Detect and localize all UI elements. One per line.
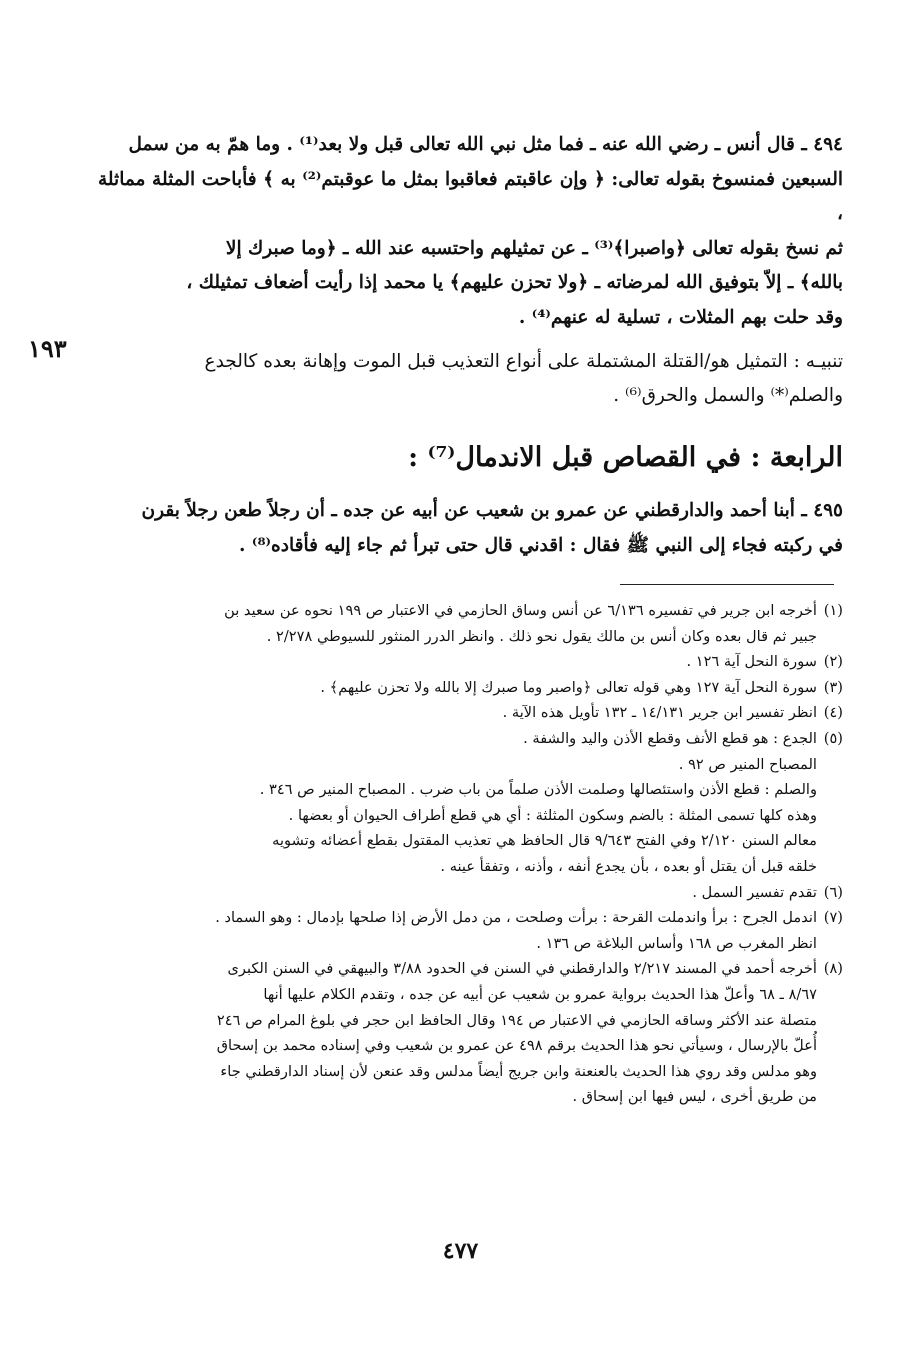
hadith-495-block [98, 494, 843, 563]
footnote-line: وهو مدلس وقد روي هذا الحديث بالعنعنة وابن جريج أيضاً مدلس وقد عنعن لأن إسناد الدارقطني جاء [220, 1062, 817, 1080]
hadith-494-line: السبعين فمنسوخ بقوله تعالى: ﴿ وإن عاقبتم فعاقبوا بمثل ما عوقبتم⁽²⁾ به ﴾ فأباحت المثلة مماثلة ، [98, 168, 843, 224]
footnote-separator [620, 584, 834, 585]
footnote-3 [98, 675, 843, 701]
footnote-1 [98, 598, 843, 649]
section-heading: الرابعة : في القصاص قبل الاندمال⁽⁷⁾ : [408, 442, 843, 473]
footnote-4 [98, 700, 843, 726]
footnote-line: أخرجه ابن جرير في تفسيره ٦/١٣٦ عن أنس وساق الحازمي في الاعتبار ص ١٩٩ نحوه عن سعيد بن [224, 602, 817, 619]
footnote-line: سورة النحل آية ١٢٧ وهي قوله تعالى ﴿واصبر وما صبرك إلا بالله ولا تحزن عليهم﴾ . [320, 678, 817, 696]
footnote-line: تقدم تفسير السمل . [692, 883, 817, 901]
footnote-line: اندمل الجرح : برأ واندملت القرحة : برأت وصلحت ، من دمل الأرض إذا صلحها بإدمال : وهو السماد . [215, 909, 817, 927]
footnote-number: (٤) [823, 704, 843, 722]
margin-page-reference: ١٩٣ [28, 334, 67, 363]
footnote-line: انظر المغرب ص ١٦٨ وأساس البلاغة ص ١٣٦ . [536, 934, 817, 952]
footnote-line: الجدع : هو قطع الأنف وقطع الأذن واليد والشفة . [523, 729, 817, 747]
hadith-494-line: ثم نسخ بقوله تعالى ﴿واصبرا﴾⁽³⁾ ـ عن تمثيلهم واحتسبه عند الله ـ ﴿وما صبرك إلا [225, 237, 843, 259]
page-number: ٤٧٧ [442, 1238, 479, 1264]
hadith-494-line: ٤٩٤ ـ قال أنس ـ رضي الله عنه ـ فما مثل نبي الله تعالى قبل ولا بعد⁽¹⁾ . وما همّ به من سمل [128, 134, 843, 155]
hadith-495-line: ٤٩٥ ـ أبنا أحمد والدارقطني عن عمرو بن شعيب عن أبيه عن جده ـ أن رجلاً طعن رجلاً بقرن [141, 500, 843, 521]
footnote-number: (٨) [823, 960, 843, 978]
footnote-line: المصباح المنير ص ٩٢ . [678, 755, 817, 773]
footnote-5 [98, 726, 843, 880]
footnote-line: معالم السنن ٢/١٢٠ وفي الفتح ٩/٦٤٣ قال الحافظ هي تعذيب المقتول بقطع أعضائه وتشويه [272, 832, 817, 850]
hadith-494-line: بالله﴾ ـ إلاّ بتوفيق الله لمرضاته ـ ﴿ولا تحزن عليهم﴾ يا محمد إذا رأيت أضعاف تمثيلك ، [186, 272, 843, 293]
footnote-line: من طريق أخرى ، ليس فيها ابن إسحاق . [572, 1088, 817, 1106]
footnote-number: (٥) [823, 729, 843, 747]
footnote-2 [98, 649, 843, 675]
footnote-line: وهذه كلها تسمى المثلة : بالضم وسكون المثلثة : أي هي قطع أطراف الحيوان أو بعضها . [288, 806, 817, 824]
footnote-number: (٦) [823, 883, 843, 901]
footnote-line: سورة النحل آية ١٢٦ . [686, 653, 817, 671]
footnote-6 [98, 880, 843, 906]
footnote-line: متصلة عند الأكثر وساقه الحازمي في الاعتبار ص ١٩٤ وقال الحافظ ابن حجر في بلوغ المرام ص ٢٤٦ [216, 1011, 817, 1029]
tanbih-note [98, 345, 843, 413]
footnotes [98, 598, 843, 1110]
footnote-number: (٢) [823, 653, 843, 671]
tanbih-line: والصلم⁽*⁾ والسمل والحرق⁽⁶⁾ . [613, 385, 843, 406]
footnote-number: (١) [823, 602, 843, 619]
footnote-line: أخرجه أحمد في المسند ٢/٢١٧ والدارقطني في السنن في الحدود ٣/٨٨ والبيهقي في السنن الكبرى [227, 960, 817, 978]
footnote-number: (٧) [823, 909, 843, 927]
footnote-8 [98, 956, 843, 1110]
tanbih-line: تنبيـه : التمثيل هو/القتلة المشتملة على أنواع التعذيب قبل الموت وإهانة بعده كالجدع [204, 351, 843, 372]
footnote-line: ٨/٦٧ ـ ٦٨ وأعلّ هذا الحديث برواية عمرو بن شعيب عن أبيه عن جده ، وتقدم الكلام عليها أنها [263, 985, 817, 1003]
hadith-495-line: في ركبته فجاء إلى النبي ﷺ فقال : اقدني قال حتى تبرأ ثم جاء إليه فأقاده⁽⁸⁾ . [239, 534, 843, 556]
footnote-line: والصلم : قطع الأذن واستئصالها وصلمت الأذن صلماً من باب ضرب . المصباح المنير ص ٣٤٦ . [259, 781, 817, 799]
footnote-line: جبير ثم قال بعده وكان أنس بن مالك يقول نحو ذلك . وانظر الدرر المنثور للسيوطي ٢/٢٧٨ . [266, 627, 817, 645]
hadith-494-block [98, 128, 843, 413]
footnote-line: خلقه قبل أن يقتل أو بعده ، بأن يجدع أنفه ، وأذنه ، وتفقأ عينه . [440, 857, 817, 875]
footnote-number: (٣) [823, 678, 843, 696]
footnote-line: أُعلّ بالإرسال ، وسيأتي نحو هذا الحديث برقم ٤٩٨ عن عمرو بن شعيب وفي إسناده محمد بن إسحاق [216, 1037, 817, 1055]
hadith-494-line: وقد حلت بهم المثلات ، تسلية له عنهم⁽⁴⁾ . [518, 306, 843, 328]
footnote-7 [98, 905, 843, 956]
footnote-line: انظر تفسير ابن جرير ١٤/١٣١ ـ ١٣٢ تأويل هذه الآية . [502, 704, 817, 722]
